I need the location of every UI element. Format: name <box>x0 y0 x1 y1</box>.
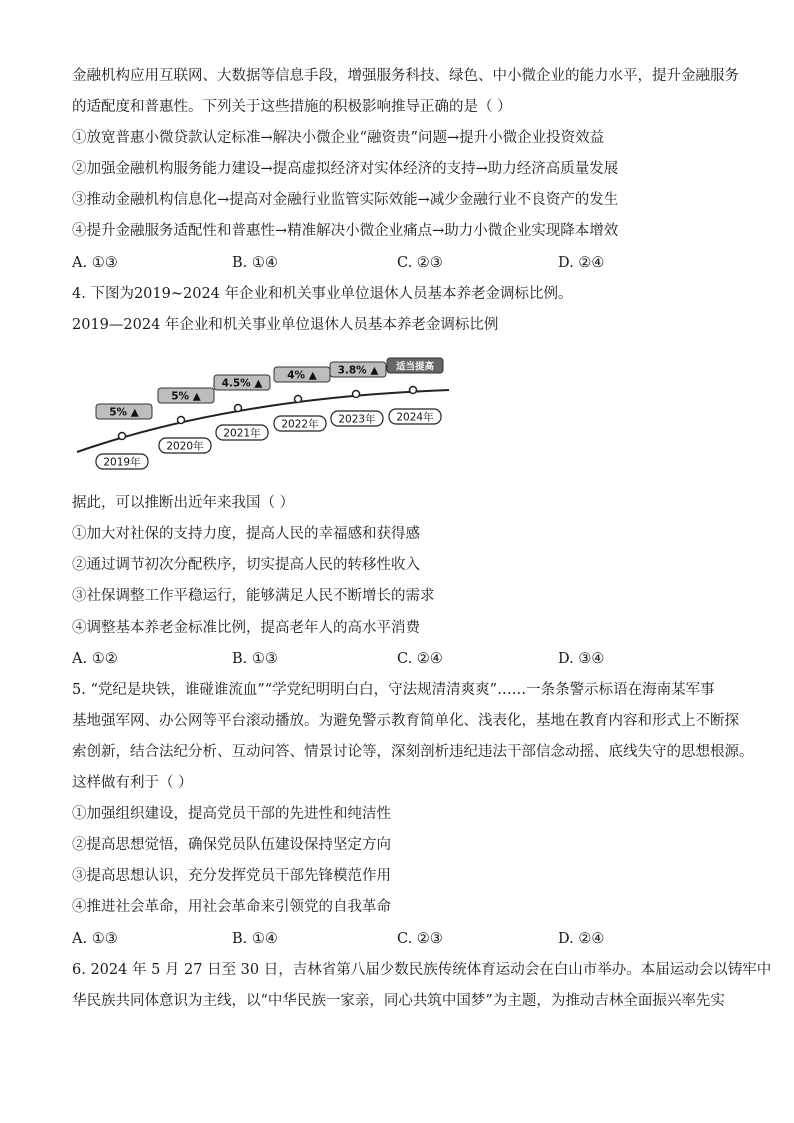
value-label: 5% ▲ <box>109 406 139 419</box>
value-label: 5% ▲ <box>171 390 201 403</box>
q5-option-c[interactable]: C. ②③ <box>397 931 443 947</box>
q3-item-2: ②加强金融机构服务能力建设→提高虚拟经济对实体经济的支持→助力经济高质量发展 <box>72 161 619 177</box>
q4-option-d[interactable]: D. ③④ <box>558 651 605 667</box>
q5-option-d[interactable]: D. ②④ <box>558 931 605 947</box>
q6-stem-line1: 6. 2024 年 5 月 27 日至 30 日，吉林省第八届少数民族传统体育运动会在白山市举办。本届运动会以铸牢中 <box>72 962 772 978</box>
q3-stem-line1: 金融机构应用互联网、大数据等信息手段，增强服务科技、绿色、中小微企业的能力水平，提升金融服务 <box>72 68 739 84</box>
data-point <box>178 417 185 424</box>
q4-options <box>72 649 732 669</box>
data-point <box>235 405 242 412</box>
data-point <box>353 391 360 398</box>
q3-stem-line2: 的适配度和普惠性。下列关于这些措施的积极影响推导正确的是（ ） <box>72 99 512 115</box>
q3-options <box>72 253 732 273</box>
q5-stem-line3: 索创新，结合法纪分析、互动问答、情景讨论等，深刻剖析违纪违法干部信念动摇、底线失守的思想根源。 <box>72 744 754 760</box>
q5-stem-line2: 基地强军网、办公网等平台滚动播放。为避免警示教育简单化、浅表化，基地在教育内容和形式上不断探 <box>72 713 739 729</box>
q5-stem-line1: 5. “党纪是块铁，谁碰谁流血”“学党纪明明白白，守法规清清爽爽”……一条条警示标语在海南某军事 <box>72 682 715 698</box>
q5-item-4: ④推进社会革命，用社会革命来引领党的自我革命 <box>72 899 391 915</box>
q3-option-c[interactable]: C. ②③ <box>397 255 443 271</box>
q5-options <box>72 929 732 949</box>
value-label: 4% ▲ <box>287 369 317 382</box>
year-label: 2021年 <box>223 427 261 440</box>
q4-item-4: ④调整基本养老金标准比例，提高老年人的高水平消费 <box>72 620 420 636</box>
year-label: 2024年 <box>396 411 434 424</box>
value-label: 3.8% ▲ <box>337 364 379 377</box>
year-label: 2020年 <box>166 440 204 453</box>
q4-chart-caption: 2019—2024 年企业和机关事业单位退休人员基本养老金调标比例 <box>72 317 499 333</box>
q4-question: 据此，可以推断出近年来我国（ ） <box>72 495 295 511</box>
value-label: 4.5% ▲ <box>221 377 263 390</box>
q4-item-2: ②通过调节初次分配秩序，切实提高人民的转移性收入 <box>72 557 420 573</box>
q4-item-1: ①加大对社保的支持力度，提高人民的幸福感和获得感 <box>72 526 420 542</box>
q5-item-1: ①加强组织建设，提高党员干部的先进性和纯洁性 <box>72 806 391 822</box>
q4-stem: 4. 下图为2019~2024 年企业和机关事业单位退休人员基本养老金调标比例。 <box>72 286 573 302</box>
q5-item-2: ②提高思想觉悟，确保党员队伍建设保持坚定方向 <box>72 837 391 853</box>
value-label: 适当提高 <box>395 361 435 373</box>
q4-item-3: ③社保调整工作平稳运行，能够满足人民不断增长的需求 <box>72 588 435 604</box>
q4-option-a[interactable]: A. ①② <box>72 651 118 667</box>
q6-stem-line2: 华民族共同体意识为主线，以“中华民族一家亲，同心共筑中国梦”为主题，为推动吉林全面振兴率先实 <box>72 993 725 1009</box>
q5-question: 这样做有利于（ ） <box>72 775 193 791</box>
q3-item-4: ④提升金融服务适配性和普惠性→精准解决小微企业痛点→助力小微企业实现降本增效 <box>72 223 619 239</box>
q3-option-d[interactable]: D. ②④ <box>558 255 605 271</box>
data-point <box>295 396 302 403</box>
q4-option-c[interactable]: C. ②④ <box>397 651 443 667</box>
data-point <box>119 433 126 440</box>
year-label: 2019年 <box>103 456 141 469</box>
pension-adjustment-chart <box>72 348 462 478</box>
year-label: 2022年 <box>281 418 319 431</box>
q5-option-a[interactable]: A. ①③ <box>72 931 118 947</box>
data-point <box>410 387 417 394</box>
q3-option-b[interactable]: B. ①④ <box>232 255 278 271</box>
q3-item-1: ①放宽普惠小微贷款认定标准→解决小微企业“融资贵”问题→提升小微企业投资效益 <box>72 130 605 146</box>
year-label: 2023年 <box>338 413 376 426</box>
q4-option-b[interactable]: B. ①③ <box>232 651 278 667</box>
q3-item-3: ③推动金融机构信息化→提高对金融行业监管实际效能→减少金融行业不良资产的发生 <box>72 192 619 208</box>
q5-item-3: ③提高思想认识，充分发挥党员干部先锋模范作用 <box>72 868 391 884</box>
q5-option-b[interactable]: B. ①④ <box>232 931 278 947</box>
q3-option-a[interactable]: A. ①③ <box>72 255 118 271</box>
